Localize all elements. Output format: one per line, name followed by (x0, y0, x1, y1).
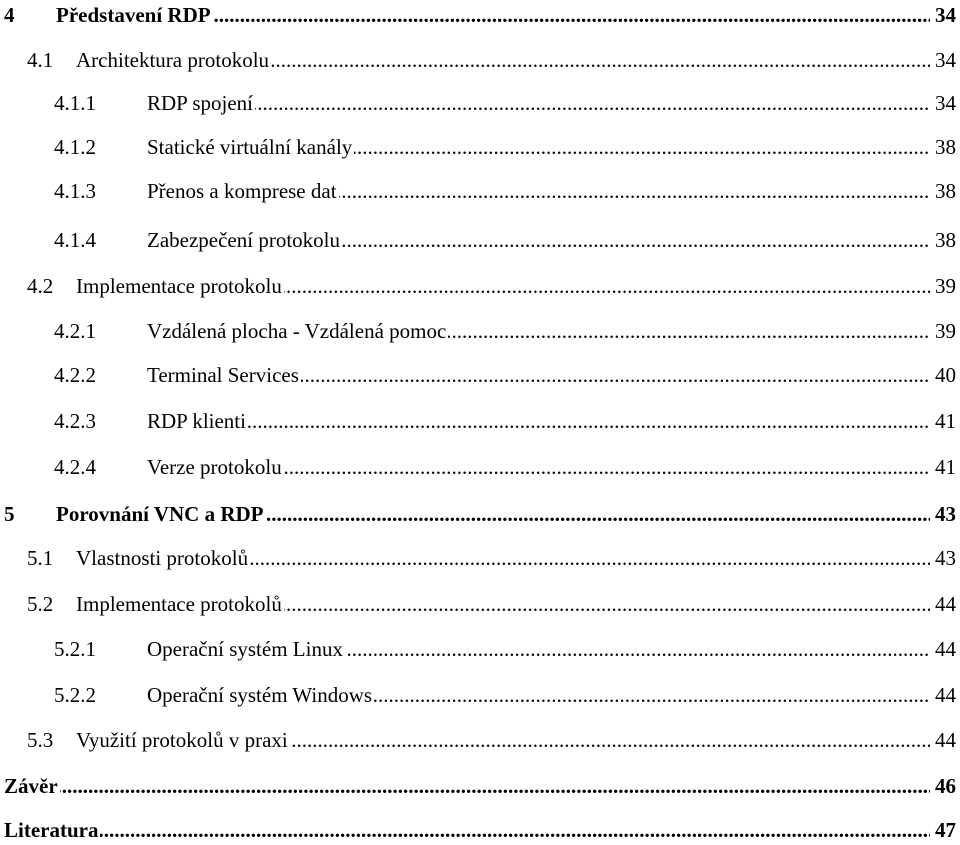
toc-entry-number: 4 (4, 3, 15, 27)
toc-entry-page: 34 (933, 88, 956, 118)
toc-entry-number: 4.2.2 (54, 363, 96, 387)
toc-entry-number: 4.2 (27, 274, 54, 298)
toc-entry-number: 5.1 (27, 546, 54, 570)
toc-entry-page: 44 (933, 680, 956, 710)
toc-entry-page: 39 (933, 316, 956, 346)
toc-entry-title: Porovnání VNC a RDP (56, 499, 266, 529)
toc-dot-leader (147, 406, 930, 436)
toc-entry-title: Závěr (4, 771, 60, 801)
toc-entry-4-1-3[interactable] (0, 176, 960, 206)
toc-entry-4[interactable] (0, 0, 960, 30)
toc-entry-4-2[interactable] (0, 271, 960, 301)
toc-entry-4-2-3[interactable] (0, 406, 960, 436)
toc-entry-title: Zabezpečení protokolu (147, 225, 342, 255)
toc-entry-page: 44 (933, 634, 956, 664)
toc-entry-title: Vzdálená plocha - Vzdálená pomoc (147, 316, 448, 346)
toc-entry-number: 4.2.1 (54, 319, 96, 343)
toc-entry-number: 5 (4, 502, 15, 526)
toc-entry-5[interactable] (0, 499, 960, 529)
toc-entry-page: 44 (933, 725, 956, 755)
toc-entry-number: 4.2.4 (54, 455, 96, 479)
toc-entry-page: 34 (933, 45, 956, 75)
toc-entry-4-1-4[interactable] (0, 225, 960, 255)
toc-entry-page: 38 (933, 225, 956, 255)
toc-entry-page: 40 (933, 360, 956, 390)
toc-entry-page: 43 (933, 499, 956, 529)
toc-entry-title: Literatura (4, 815, 100, 845)
toc-entry-page: 38 (933, 132, 956, 162)
toc-entry-title: Přenos a komprese dat (147, 176, 339, 206)
toc-entry-number: 4.1.2 (54, 135, 96, 159)
toc-entry-4-2-1[interactable] (0, 316, 960, 346)
toc-entry-page: 41 (933, 452, 956, 482)
toc-entry-5-2-2[interactable] (0, 680, 960, 710)
toc-entry-4-2-2[interactable] (0, 360, 960, 390)
toc-entry-title: Operační systém Windows (147, 680, 374, 710)
toc-entry-page: 44 (933, 589, 956, 619)
toc-entry-title: RDP spojení (147, 88, 255, 118)
toc-entry-title: RDP klienti (147, 406, 248, 436)
toc-entry-number: 4.1.3 (54, 179, 96, 203)
toc-entry-page: 34 (933, 0, 956, 30)
toc-entry-5-2-1[interactable] (0, 634, 960, 664)
toc-entry-page: 38 (933, 176, 956, 206)
toc-entry-title: Představení RDP (56, 0, 213, 30)
toc-entry-number: 4.2.3 (54, 409, 96, 433)
toc-entry-number: 4.1.1 (54, 91, 96, 115)
toc-dot-leader (4, 815, 930, 845)
toc-entry-page: 43 (933, 543, 956, 573)
toc-entry-4-1[interactable] (0, 45, 960, 75)
toc-entry-title: Architektura protokolu (76, 45, 271, 75)
toc-entry-number: 5.2.2 (54, 683, 96, 707)
toc-entry-4-2-4[interactable] (0, 452, 960, 482)
toc-entry-4-1-1[interactable] (0, 88, 960, 118)
toc-entry-page: 39 (933, 271, 956, 301)
toc-entry-title: Využití protokolů v praxi (76, 725, 290, 755)
toc-entry-zaver[interactable] (0, 771, 960, 801)
toc-entry-title: Implementace protokolů (76, 589, 284, 619)
toc-dot-leader (4, 771, 930, 801)
toc-entry-page: 41 (933, 406, 956, 436)
toc-entry-page: 46 (933, 771, 956, 801)
toc-entry-number: 5.3 (27, 728, 54, 752)
toc-entry-page: 47 (933, 815, 956, 845)
toc-dot-leader (147, 88, 930, 118)
toc-entry-number: 5.2 (27, 592, 54, 616)
toc-entry-number: 4.1.4 (54, 228, 96, 252)
toc-entry-5-3[interactable] (0, 725, 960, 755)
toc-entry-literatura[interactable] (0, 815, 960, 845)
toc-entry-title: Vlastnosti protokolů (76, 543, 250, 573)
toc-entry-title: Statické virtuální kanály (147, 132, 354, 162)
toc-entry-title: Implementace protokolu (76, 271, 284, 301)
toc-entry-number: 5.2.1 (54, 637, 96, 661)
toc-entry-title: Terminal Services (147, 360, 301, 390)
toc-entry-5-2[interactable] (0, 589, 960, 619)
toc-entry-title: Operační systém Linux (147, 634, 345, 664)
toc-entry-5-1[interactable] (0, 543, 960, 573)
toc-entry-number: 4.1 (27, 48, 54, 72)
toc-entry-title: Verze protokolu (147, 452, 284, 482)
toc-entry-4-1-2[interactable] (0, 132, 960, 162)
